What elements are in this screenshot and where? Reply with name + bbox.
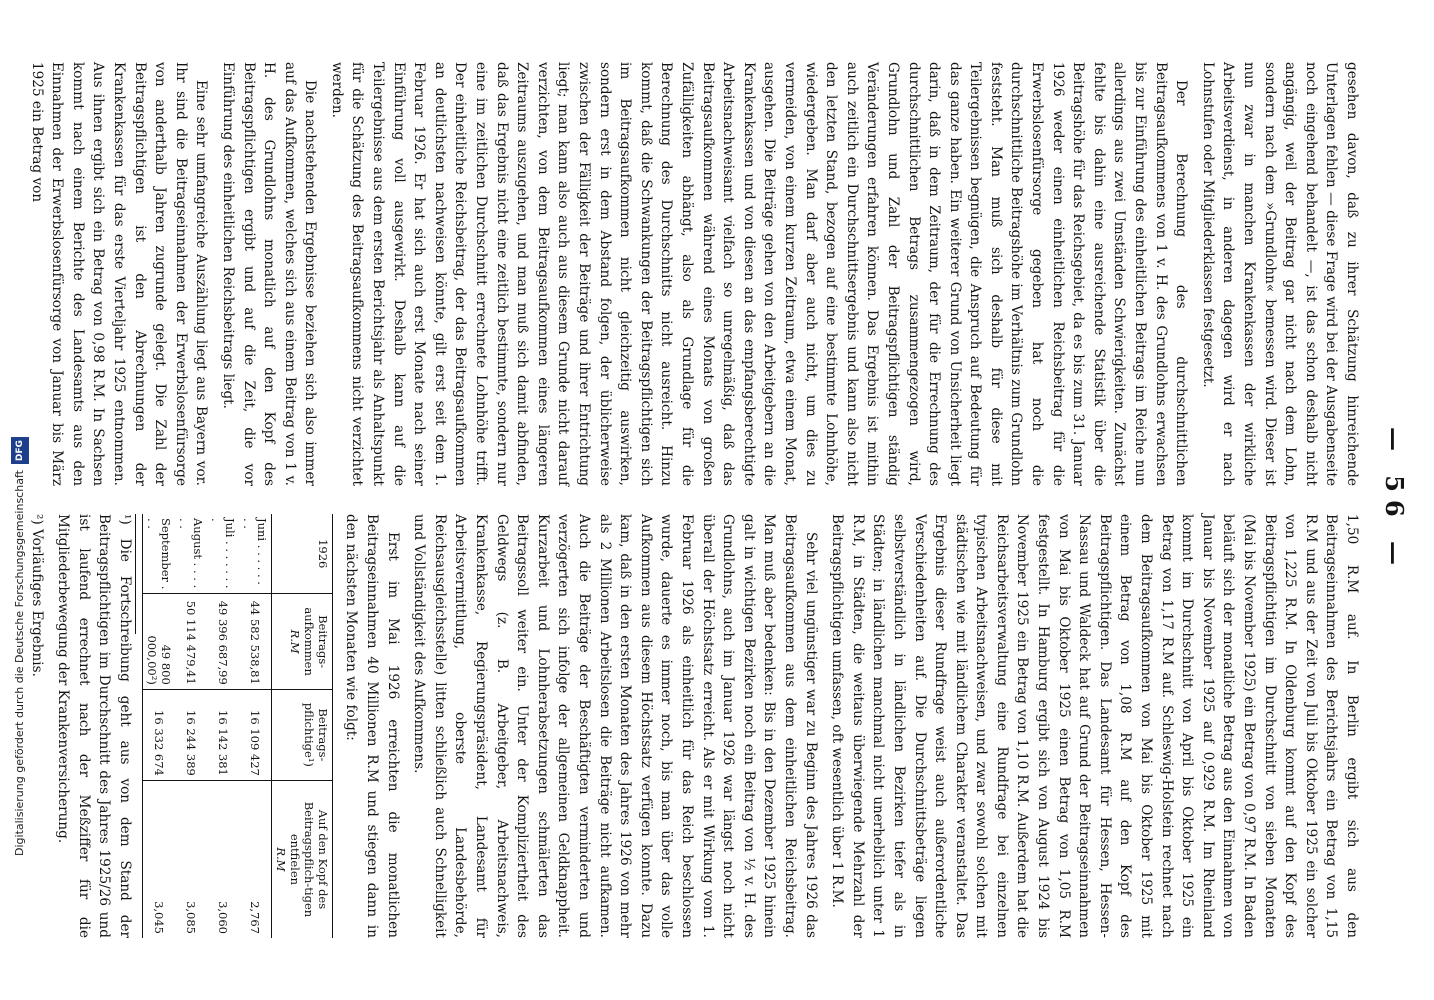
value-cell: 2,767 bbox=[239, 780, 272, 938]
footnote: ²) Vorläufiges Ergebnis. bbox=[28, 514, 45, 677]
value-cell: 49 396 687,99 bbox=[207, 594, 239, 689]
footnote: ¹) Die Fortschreibung geht aus von dem Stand der Beitragspflichtigen im Durchschnitt des Jahres 1925/26 und ist laufend errechnet nach der Meßziffer für die Mitgliederbewegung der Krankenversicherung. bbox=[55, 514, 133, 938]
right-column-text bbox=[341, 514, 1362, 938]
value-cell: 16 244 389 bbox=[175, 689, 207, 780]
table-row bbox=[175, 514, 207, 938]
value-cell: 3,085 bbox=[175, 780, 207, 938]
dfg-logo: DFG bbox=[11, 437, 29, 464]
contribution-table bbox=[142, 514, 333, 938]
value-cell: 3,060 bbox=[207, 780, 239, 938]
table-header-cell bbox=[271, 689, 332, 780]
table-header-row bbox=[271, 514, 332, 938]
value-cell: 44 582 538,81 bbox=[239, 594, 272, 689]
paragraph: Der Berechnung des durchschnittlichen Beitragsaufkommens von 1 v. H. des Grundlohns erwachsen bis zur Einführung des einheitlichen Beitrags im Reiche nun allerdings aus zwei Umständen Schwierigkeiten. Zunächst fehlte bis dahin eine ausreichende Statistik über die Beitragshöhe für das Reichsgebiet, da es bis zum 31. Januar 1926 weder einen einheitlichen Reichsbeitrag für die Erwerbslosenfürsorge gegeben hat noch die durchschnittliche Beitragshöhe im Verhältnis zum Grundlohn feststeht. Man muß sich deshalb für diese mit Teilergebnissen begnügen, die Anspruch auf Bedeutung für das ganze haben. Ein weiterer Grund von Unsicherheit liegt darin, daß in dem Zeitraum, der für die Errechnung des durchschnittlichen Betrags zusammengezogen wird, Grundlohn und Zahl der Beitragspflichtigen ständig Veränderungen erfahren können. Das Ergebnis ist mithin auch zeitlich ein Durchschnittsergebnis und kann also nicht den letzten Stand, bezogen auf eine bestimmte Lohnhöhe, wiedergeben. Man darf aber auch nicht, um dies zu vermeiden, von einem kurzen Zeitraum, etwa einem Monat, ausgehen. Die Beiträge gehen von den Arbeitgebern an die Krankenkassen und von diesen an das empfangsberechtigte Arbeitsnachweisamt vielfach so unregelmäßig, daß das Beitragsaufkommen während eines Monats von großen Zufälligkeiten abhängt, also als Grundlage für die Berechnung des Durchschnitts nicht ausreicht. Hinzu kommt, daß die Schwankungen der Beitragspflichtigen sich im Beitragsaufkommen nicht gleichzeitig auswirken, sondern erst in dem Abstand folgen, der üblicherweise zwischen der Fälligkeit der Beiträge und ihrer Entrichtung liegt; man kann also auch aus diesem Grunde nicht darauf verzichten, von dem Beitragsaufkommen eines längeren Zeitraums auszugehen, und man muß sich damit abfinden, daß das Ergebnis nicht eine zeitlich bestimmte, sondern nur eine im zeitlichen Durchschnitt errechnete Lohnhöhe trifft. Der einheitliche Reichsbeitrag, der das Beitragsaufkommen an deutlichsten nachweisen könnte, gilt erst seit dem 1. Februar 1926. Er hat sich auch erst Monate nach seiner Einführung voll ausgewirkt. Deshalb kann auf die Teilergebnisse aus dem ersten Berichtsjahr als Anhaltspunkt für die Schätzung des Beitragsaufkommens nicht verzichtet werden. bbox=[328, 62, 1190, 486]
digitization-credit bbox=[12, 376, 28, 856]
table-row bbox=[207, 514, 239, 938]
paragraph: Eine sehr umfangreiche Auszählung liegt aus Bayern vor. Ihr sind die Beitragseinnahmen der Erwerbslosenfürsorge von anderthalb Jahren zugrunde gelegt. Die Zahl der Beitragspflichtigen ist den Abrechnungen der Krankenkassen für das erste Vierteljahr 1925 entnommen. Aus ihnen ergibt sich ein Betrag von 0,98 R.M. In Sachsen kommt nach einem Berichte des Landesamts aus den Einnahmen der Erwerbslosenfürsorge von Januar bis März 1925 ein Betrag von bbox=[28, 62, 210, 486]
table-header-cell bbox=[271, 514, 332, 594]
left-column bbox=[20, 62, 1362, 486]
value-cell: 50 114 479,41 bbox=[175, 594, 207, 689]
month-cell: September . . . bbox=[142, 514, 175, 594]
month-cell: Juli . . . . . . . . bbox=[208, 518, 237, 589]
paragraph: Erst im Mai 1926 erreichten die monatlichen Beitragseinnahmen 40 Millionen R.M und stiegen dann in den nächsten Monaten wie folgt: bbox=[343, 514, 401, 938]
value-cell: 16 142 381 bbox=[207, 689, 239, 780]
credit-text: Digitalisierung gefördert durch die Deutsche Forschungsgemeinschaft bbox=[13, 470, 26, 856]
month-cell: August . . . . . . bbox=[176, 518, 205, 589]
footnote-rule bbox=[135, 514, 136, 634]
header-label: Auf den Kopf des Beitragspflich-tigen entfielen bbox=[287, 801, 330, 918]
value-cell: 16 332 674 bbox=[142, 689, 175, 780]
text-columns bbox=[20, 62, 1362, 938]
table-header-cell bbox=[271, 594, 332, 689]
paragraph: 1,50 R.M auf. In Berlin ergibt sich aus den Beitragseinnahmen des Berichtsjahrs ein Betrag von 1,15 R.M und aus der Zeit von Juli bis Oktober 1925 ein solcher von 1,225 R.M. In Oldenburg kommt auf den Kopf des Beitragspflichtigen im Durchschnitt von sieben Monaten (Mai bis November 1925) ein Betrag von 0,97 R.M. In Baden beläuft sich der monatliche Betrag aus den Einnahmen von Januar bis November 1925 auf 0,929 R.M. Im Rheinland kommt im Durchschnitt von April bis Oktober 1925 ein Betrag von 1,17 R.M auf. Schleswig-Holstein rechnet nach dem Beitragsaufkommen von Mai bis Oktober 1925 mit einem Betrag von 1,08 R.M auf den Kopf des Beitragspflichtigen. Das Landesamt für Hessen, Hessen-Nassau und Waldeck hat auf Grund der Beitragseinnahmen von Mai bis Oktober 1925 einen Betrag von 1,05 R.M festgestellt. In Hamburg ergibt sich von August 1924 bis November 1925 ein Betrag von 1,10 R.M. Außerdem hat die Reichsarbeitsverwaltung eine Rundfrage bei einzelnen typischen Arbeitsnachweisen, und zwar sowohl solchen mit städtischen wie mit ländlichem Charakter veranstaltet. Das Ergebnis dieser Rundfrage weist auch außerordentliche Verschiedenheiten auf. Die Durchschnittsbeträge liegen selbstverständlich in ländlichen Bezirken tiefer als in Städten; in ländlichen manchmal nicht unerheblich unter 1 R.M, in Städten, die weitaus überwiegende Mehrzahl der Beitragspflichtigen umfassen, oft wesentlich über 1 R.M. bbox=[829, 514, 1360, 938]
table-row bbox=[142, 514, 175, 938]
header-label: Beitrags-aufkommen bbox=[301, 607, 330, 676]
paragraph: Die nachstehenden Ergebnisse beziehen sich also immer auf das Aufkommen, welches sich aus einem Beitrag von 1 v. H. des Grundlohns monatlich auf den Kopf des Beitragspflichtigen ergibt und auf die Zeit, die vor Einführung des einheitlichen Reichsbeitrags liegt. bbox=[219, 62, 319, 486]
header-unit: R.M bbox=[287, 629, 302, 654]
right-column bbox=[20, 514, 1362, 938]
table-row bbox=[239, 514, 272, 938]
paragraph: Sehr viel ungünstiger war zu Beginn des Jahres 1926 das Beitragsaufkommen aus dem einheitlichen Reichsbeitrag. Man muß aber bedenken: Bis in den Dezember 1925 hinein galt in wichtigen Bezirken noch ein Beitrag von ½ v. H. des Grundlohns, auch im Januar 1926 war längst noch nicht überall der Höchstsatz erreicht. Als er mit Wirkung vom 1. Februar 1926 als einheitlich für das Reich beschlossen wurde, dauerte es immer noch, bis man über das volle Aufkommen aus diesem Höchstsatz verfügen konnte. Dazu kam, daß in den ersten Monaten des Jahres 1926 von mehr als 2 Millionen Arbeitslosen die Beiträge nicht aufkamen. Auch die Beiträge der Beschäftigten verminderten und verzögerten sich infolge der allgemeinen Geldknappheit. Kurzarbeit und Lohnherabsetzungen schmälerten das Beitragssoll weiter ein. Unter der Kompliziertheit des Geldwegs (z. B. Arbeitgeber, Arbeitsnachweis, Krankenkasse, Regierungspräsident, Landesamt für Arbeitsvermittlung, oberste Landesbehörde, Reichsausgleichsstelle) litten schließlich auch Schnelligkeit und Vollständigkeit des Aufkommens. bbox=[411, 514, 819, 938]
page-number: — 56 — bbox=[1380, 426, 1409, 574]
footnotes bbox=[26, 514, 135, 938]
header-label: Beitrags-pflichtige¹) bbox=[301, 702, 330, 767]
document-page bbox=[0, 8, 1434, 992]
value-cell: 3,045 bbox=[142, 780, 175, 938]
header-unit: R.M bbox=[273, 847, 288, 872]
header-label: 1926 bbox=[315, 539, 330, 569]
value-cell: 49 800 000,00²) bbox=[142, 594, 175, 689]
month-cell: Juni . . . . . . . . bbox=[240, 518, 269, 585]
table-header-cell bbox=[271, 780, 332, 938]
table-body bbox=[142, 514, 271, 938]
value-cell: 16 109 427 bbox=[239, 689, 272, 780]
paragraph: gesehen davon, daß zu ihrer Schätzung hinreichende Unterlagen fehlen — diese Frage wird bei der Ausgabenseite noch eingehend behandelt —, ist das schon deshalb nicht angängig, weil der Beitrag gar nicht nach dem Lohn, sondern nach dem »Grundlohn« bemessen wird. Dieser ist nun zwar in manchen Krankenkassen der wirkliche Arbeitsverdienst, in anderen dagegen wird er nach Lohnstufen oder Mitgliederklassen festgesetzt. bbox=[1199, 62, 1360, 486]
